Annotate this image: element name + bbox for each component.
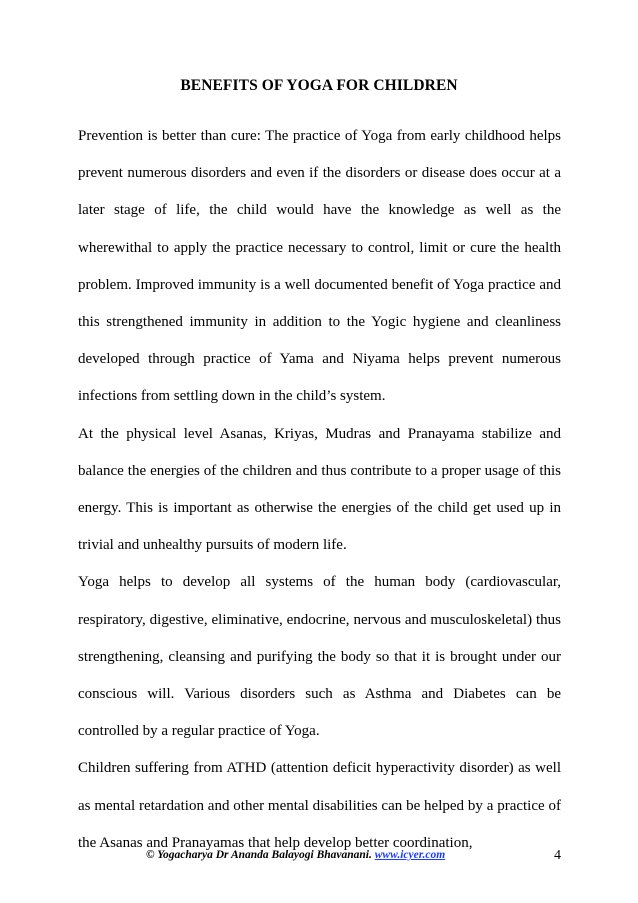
- page-number: 4: [554, 848, 561, 863]
- footer-credit-line: [146, 849, 445, 861]
- footer-link[interactable]: www.icyer.com: [374, 849, 446, 861]
- paragraph-prevention: Prevention is better than cure: The practice of Yoga from early childhood helps prevent numerous disorders and even if the disorders or disease does occur at a later stage of life, the child would have the knowledge as well as the wherewithal to apply the practice necessary to control, limit or cure the health problem. Improved immunity is a well documented benefit of Yoga practice and this strengthened immunity in addition to the Yogic hygiene and cleanliness developed through practice of Yama and Niyama helps prevent numerous infections from settling down in the child’s system.: [78, 128, 561, 405]
- paragraph-physical-level: At the physical level Asanas, Kriyas, Mudras and Pranayama stabilize and balance the energies of the children and thus contribute to a proper usage of this energy. This is important as otherwise the energies of the child get used up in trivial and unhealthy pursuits of modern life.: [78, 425, 561, 554]
- page-title: BENEFITS OF YOGA FOR CHILDREN: [180, 77, 458, 94]
- paragraph-body-systems: Yoga helps to develop all systems of the human body (cardiovascular, respiratory, digestive, eliminative, endocrine, nervous and musculoskeletal) thus strengthening, cleansing and purifying the body so that it is brought under our conscious will. Various disorders such as Asthma and Diabetes can be controlled by a regular practice of Yoga.: [78, 574, 561, 740]
- paragraph-athd: Children suffering from ATHD (attention deficit hyperactivity disorder) as well as mental retardation and other mental disabilities can be helped by a practice of the Asanas and Pranayamas that help develop better coordination,: [78, 760, 561, 851]
- body-text: [78, 118, 561, 862]
- footer-credit: © Yogacharya Dr Ananda Balayogi Bhavanani.: [146, 849, 372, 861]
